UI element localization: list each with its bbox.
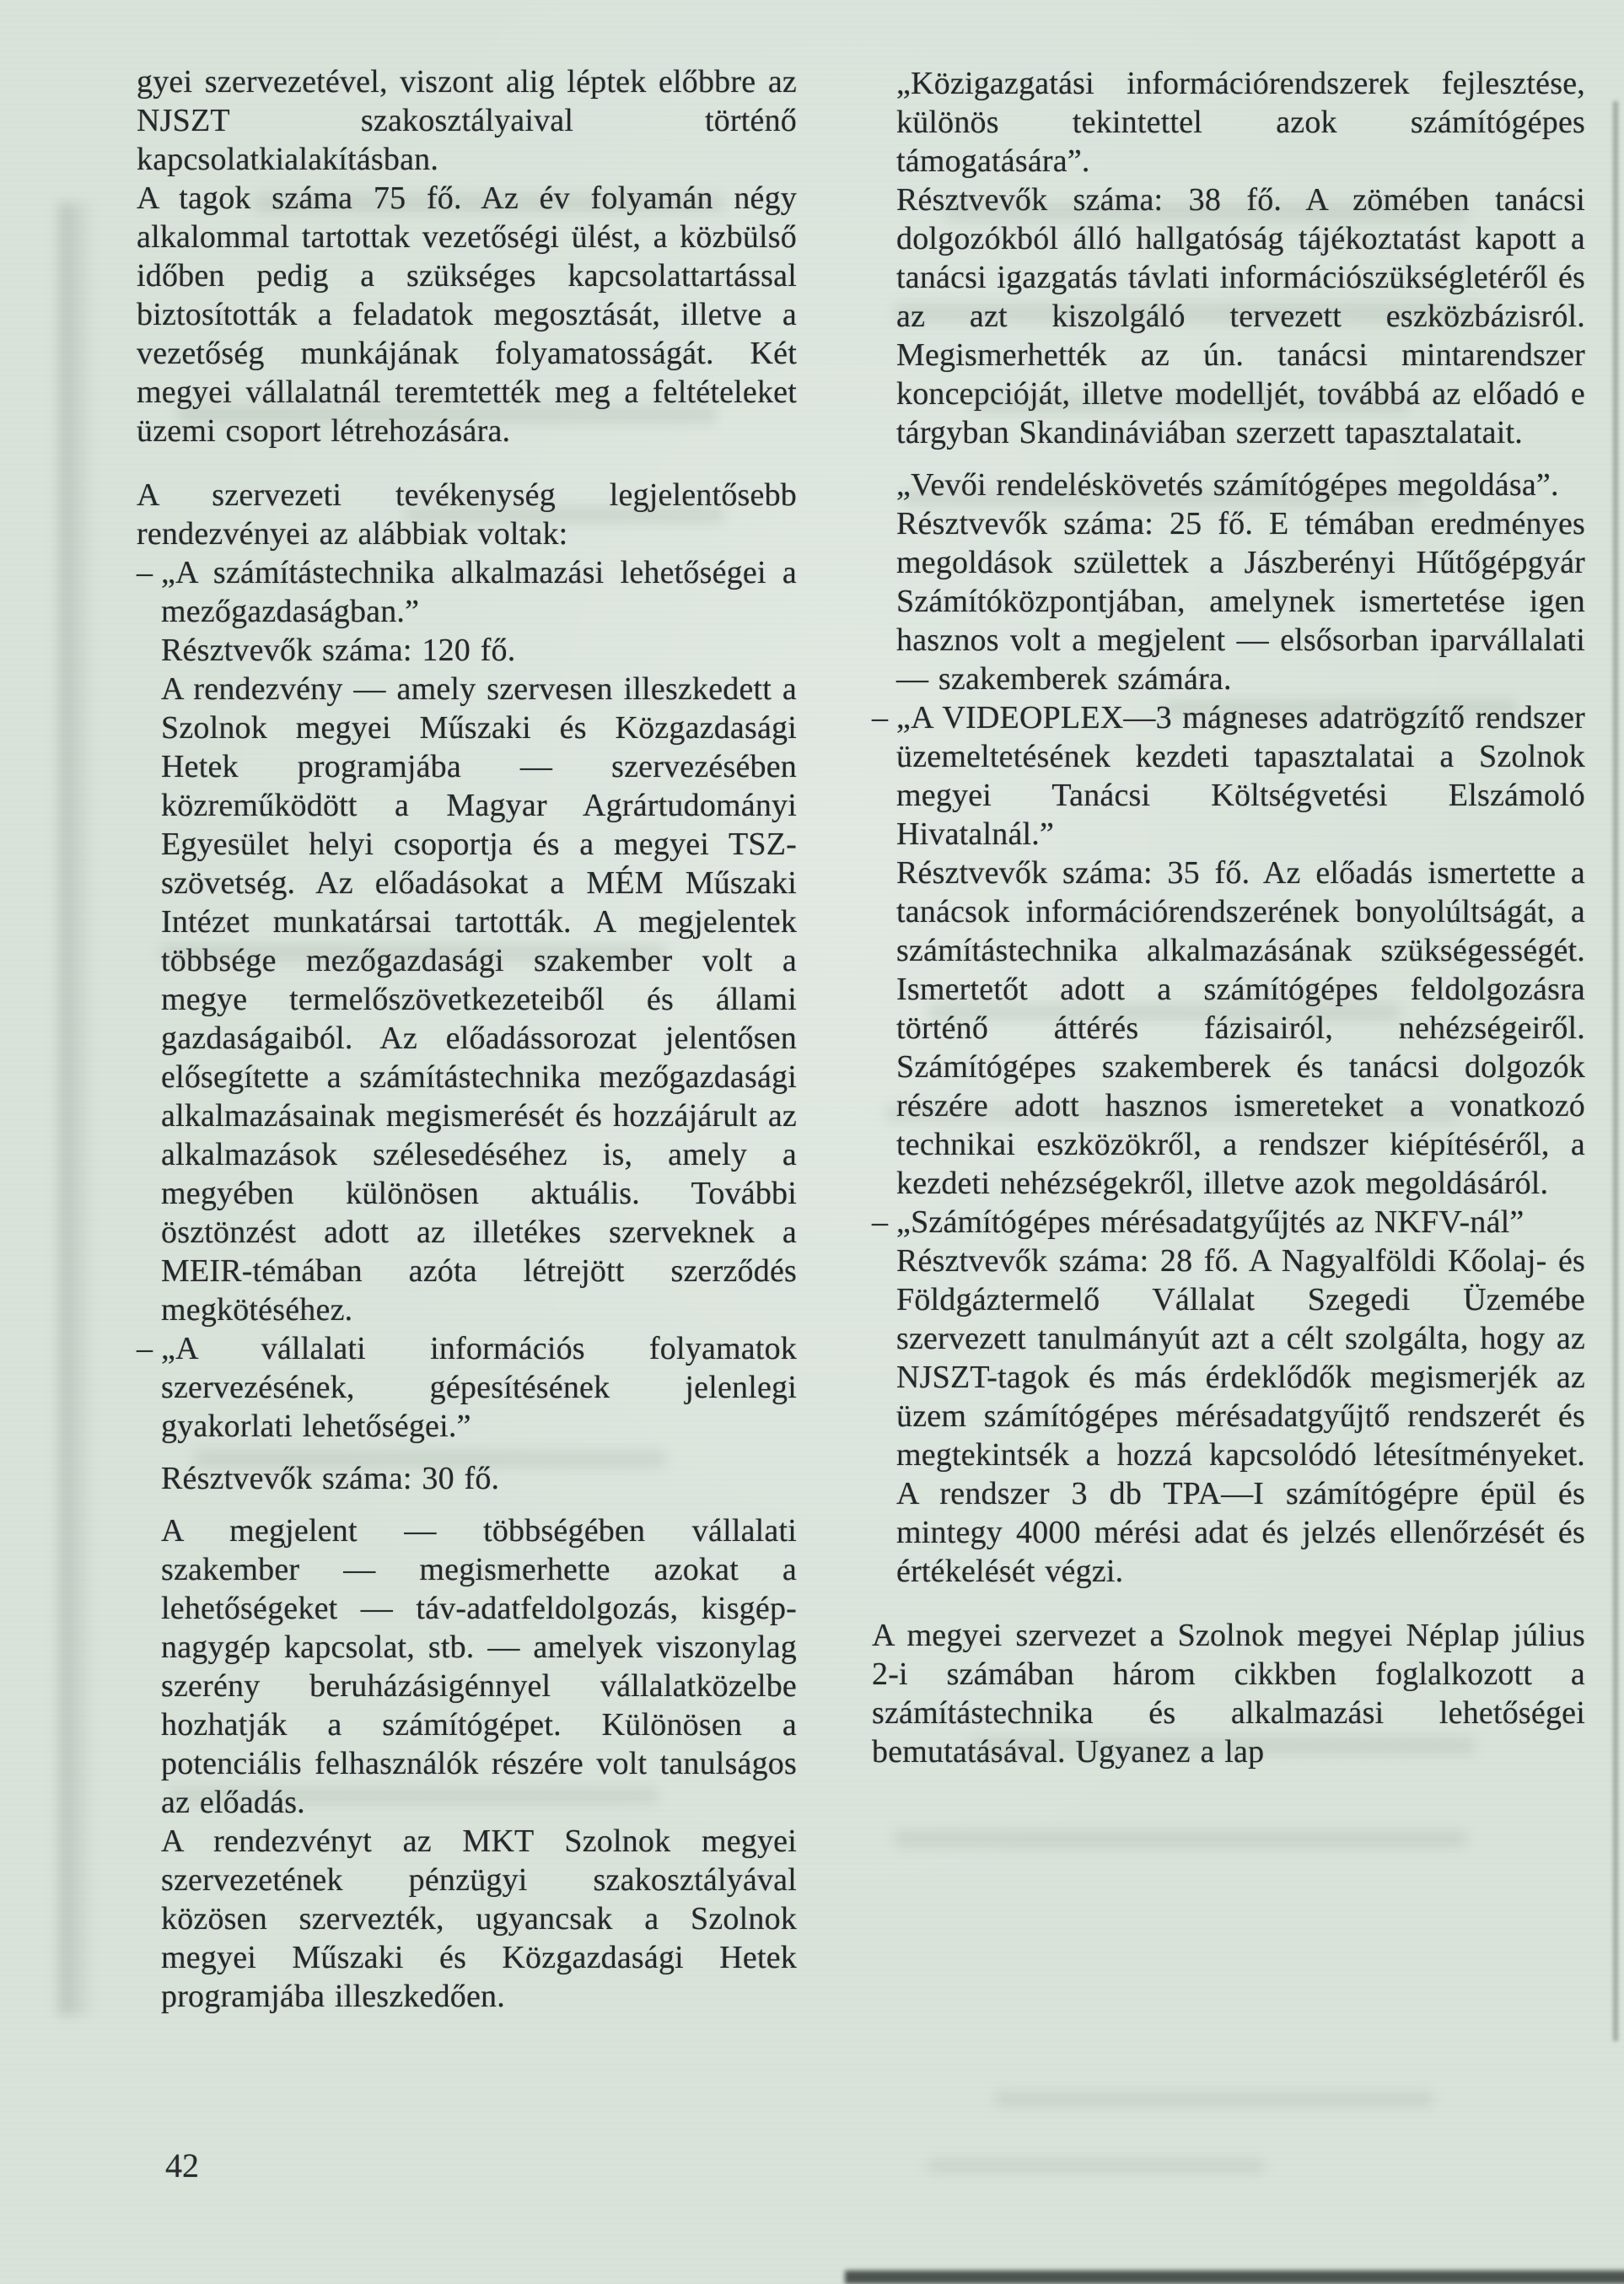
paragraph-spacer bbox=[872, 452, 1585, 466]
right-column bbox=[872, 64, 1585, 1771]
list-item-dash: – bbox=[137, 555, 153, 590]
bleed-through-ghost bbox=[928, 2159, 1265, 2173]
paragraph: Résztvevők száma: 38 fő. A zömében tanácsi dolgozókból álló hallgatóság tájékoztatást kapott a tanácsi igazgatás távlati információszükségletéről és az azt kiszolgáló tervezett eszközbázisról. Megismerhették az ún. tanácsi mintarendszer koncepcióját, illetve modelljét, továbbá az előadó e tárgyban Skandináviában szerzett tapasztalatait. bbox=[896, 182, 1585, 450]
scan-edge-shadow-bottom bbox=[845, 2271, 1624, 2284]
paragraph: Résztvevők száma: 35 fő. Az előadás ismertette a tanácsok információrendszerének bonyolúltságát, a számítástechnika alkalmazásának szükségességét. Ismertetőt adott a számítógépes feldolgozásra történő áttérés fázisairól, nehézségeiről. Számítógépes szakemberek és tanácsi dolgozók részére adott hasznos ismereteket a vonatkozó technikai eszközökről, a rendszer kiépítéséről, a kezdeti nehézségekről, illetve azok megoldásáról. bbox=[896, 855, 1585, 1201]
paragraph: A rendezvényt az MKT Szolnok megyei szervezetének pénzügyi szakosztályával közösen szervezték, ugyancsak a Szolnok megyei Műszaki és Közgazdasági Hetek programjába illeszkedően. bbox=[161, 1823, 797, 2014]
paragraph: gyei szervezetével, viszont alig léptek előbbre az NJSZT szakosztályaival történő kapcsolatkialakításban. bbox=[137, 64, 797, 177]
list-item-text: „A vállalati információs folyamatok szervezésének, gépesítésének jelenlegi gyakorlati lehetőségei.” bbox=[161, 1331, 797, 1444]
bleed-through-ghost bbox=[894, 1830, 1467, 1847]
paragraph: A szervezeti tevékenység legjelentősebb rendezvényei az alábbiak voltak: bbox=[137, 477, 797, 552]
list-item-dash: – bbox=[137, 1331, 153, 1366]
paragraph-spacer bbox=[137, 1498, 797, 1511]
list-item bbox=[137, 1329, 797, 1446]
paragraph: Résztvevők száma: 28 fő. A Nagyalföldi Kőolaj- és Földgáztermelő Vállalat Szegedi Üzemébe szervezett tanulmányút azt a célt szolgálta, hogy az NJSZT-tagok és más érdeklődők megismerjék az üzem számítógépes mérésadatgyűjtő rendszerét és megtekintsék a hozzá kapcsolódó létesítményeket. A rendszer 3 db TPA—I számítógépre épül és mintegy 4000 mérési adat és jelzés ellenőrzését és értékelését végzi. bbox=[896, 1243, 1585, 1589]
paragraph-spacer bbox=[137, 450, 797, 476]
list-item-dash: – bbox=[872, 700, 889, 735]
paragraph: „Vevői rendeléskövetés számítógépes megoldása”. bbox=[896, 467, 1559, 503]
bleed-through-ghost bbox=[995, 2092, 1433, 2107]
paragraph-spacer bbox=[137, 1446, 797, 1459]
list-item bbox=[137, 553, 797, 631]
scan-edge-shadow-left bbox=[59, 202, 94, 2016]
paragraph: „Közigazgatási információrendszerek fejlesztése, különös tekintettel azok számítógépes támogatására”. bbox=[896, 66, 1585, 179]
paragraph: A megjelent — többségében vállalati szakember — megismerhette azokat a lehetőségeket — táv-adatfeldolgozás, kisgép-nagygép kapcsolat, stb. — amelyek viszonylag szerény beruházásigénnyel vállalatközelbe hozhatják a számítógépet. Különösen a potenciális felhasználók részére volt tanulságos az előadás. bbox=[161, 1513, 797, 1820]
paragraph-spacer bbox=[872, 1591, 1585, 1616]
list-item-text: „Számítógépes mérésadatgyűjtés az NKFV-nál” bbox=[896, 1204, 1525, 1240]
list-item-text: „A VIDEOPLEX—3 mágneses adatrögzítő rendszer üzemeltetésének kezdeti tapasztalatai a Szolnok megyei Tanácsi Költségvetési Elszámoló Hivatalnál.” bbox=[896, 700, 1585, 852]
list-item bbox=[872, 1203, 1585, 1242]
paragraph: A tagok száma 75 fő. Az év folyamán négy alkalommal tartottak vezetőségi ülést, a közbülső időben pedig a szükséges kapcsolattartással biztosították a feladatok megosztását, illetve a vezetőség munkájának folyamatosságát. Két megyei vállalatnál teremtették meg a feltételeket üzemi csoport létrehozására. bbox=[137, 180, 797, 449]
scan-edge-line-right bbox=[1613, 101, 1618, 2041]
paragraph: A rendezvény — amely szervesen illeszkedett a Szolnok megyei Műszaki és Közgazdasági Hetek programjába — szervezésében közreműködött a Magyar Agrártudományi Egyesület helyi csoportja és a megyei TSZ-szövetség. Az előadásokat a MÉM Műszaki Intézet munkatársai tartották. A megjelentek többsége mezőgazdasági szakember volt a megye termelőszövetkezeteiből és állami gazdaságaiból. Az előadássorozat jelentősen elősegítette a számítástechnika mezőgazdasági alkalmazásainak megismerését és hozzájárult az alkalmazások szélesedéséhez is, amely a megyében különösen aktuális. További ösztönzést adott az illetékes szerveknek a MEIR-témában azóta létrejött szerződés megkötéséhez. bbox=[161, 671, 797, 1328]
paragraph: Résztvevők száma: 25 fő. E témában eredményes megoldások születtek a Jászberényi Hűtőgépgyár Számítóközpontjában, amelynek ismertetése igen hasznos volt a megjelent — elsősorban iparvállalati — szakemberek számára. bbox=[896, 506, 1585, 697]
list-item-dash: – bbox=[872, 1204, 889, 1240]
paragraph: Résztvevők száma: 30 fő. bbox=[161, 1461, 500, 1496]
paragraph: A megyei szervezet a Szolnok megyei Néplap július 2-i számában három cikkben foglalkozott a számítástechnika és alkalmazási lehetőségei bemutatásával. Ugyanez a lap bbox=[872, 1618, 1585, 1770]
list-item-text: „A számítástechnika alkalmazási lehetőségei a mezőgazdaságban.” bbox=[161, 555, 797, 629]
left-column bbox=[137, 62, 797, 2016]
list-item bbox=[872, 698, 1585, 854]
paragraph: Résztvevők száma: 120 fő. bbox=[161, 633, 516, 668]
page-number: 42 bbox=[165, 2147, 199, 2184]
